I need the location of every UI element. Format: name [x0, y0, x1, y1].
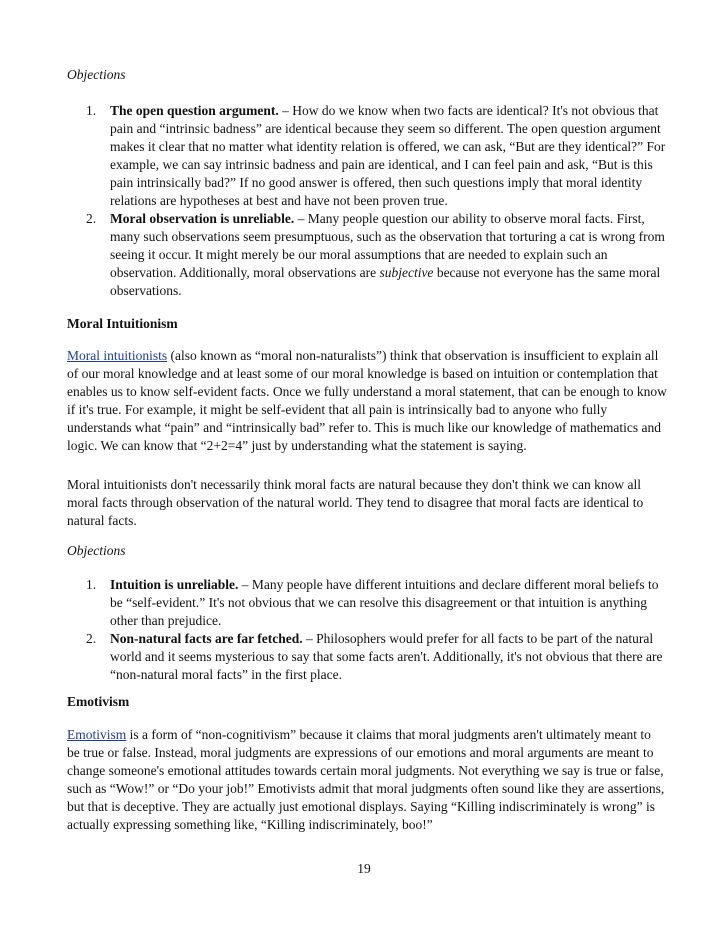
objections-heading-2: Objections	[67, 543, 126, 558]
list-number: 1.	[86, 103, 97, 118]
intuitionism-paragraph-2: Moral intuitionists don't necessarily think moral facts are natural because they don't think we can know all moral facts through observation of the natural world. They tend to disagree that moral facts are identical to natural facts.	[67, 477, 644, 528]
item-text-end: because not everyone has the same moral observations.	[110, 265, 661, 298]
emotivism-link[interactable]: Emotivism	[67, 727, 127, 742]
item-text: – Many people have different intuitions and declare different moral beliefs to be “self-evident.” It's not obvious that we can resolve this disagreement or that intuition is anything other than prejudice.	[110, 577, 659, 628]
list-number: 1.	[86, 577, 97, 592]
objections-heading: Objections	[67, 67, 126, 82]
page-number: 19	[357, 861, 371, 876]
list-item	[67, 630, 667, 684]
list-item	[67, 576, 667, 630]
list-item	[67, 210, 667, 300]
moral-intuitionists-link[interactable]: Moral intuitionists	[67, 348, 168, 363]
paragraph-text: is a form of “non-cognitivism” because it claims that moral judgments aren't ultimately meant to be true or false. Instead, moral judgments are expressions of our emotions and moral arguments are meant to change someone's emotional attitudes towards certain moral judgments. Not everything we say is true or false, such as “Wow!” or “Do your job!” Emotivists admit that moral judgments often sound like they are assertions, but that is deceptive. They are actually just emotional displays. Saying “Killing indiscriminately is wrong” is actually expressing something like, “Killing indiscriminately, boo!”	[67, 727, 665, 832]
section-heading-emotivism: Emotivism	[67, 694, 130, 709]
item-emphasis: subjective	[379, 265, 434, 280]
item-text: – Philosophers would prefer for all facts to be part of the natural world and it seems mysterious to say that some facts aren't. Additionally, it's not obvious that there are “non-natural moral facts” in the first place.	[110, 631, 663, 682]
item-title: The open question argument.	[110, 103, 279, 118]
item-title: Non-natural facts are far fetched.	[110, 631, 303, 646]
item-title: Intuition is unreliable.	[110, 577, 239, 592]
paragraph-text: (also known as “moral non-naturalists”) think that observation is insufficient to explain all of our moral knowledge and at least some of our moral knowledge is based on intuition or contemplation that enables us to know self-evident facts. Once we fully understand a moral statement, that can be enough to know if it's true. For example, it might be self-evident that all pain is intrinsically bad to anyone who fully understands what “pain” and “intrinsically bad” refer to. This is much like our knowledge of mathematics and logic. We can know that “2+2=4” just by understanding what the statement is saying.	[67, 348, 667, 453]
item-text: – Many people question our ability to observe moral facts. First, many such observations seem presumptuous, such as the observation that torturing a cat is wrong from seeing it occur. It might merely be our moral assumptions that are needed to explain such an observation. Additionally, moral observations are	[110, 211, 665, 280]
emotivism-paragraph	[67, 726, 667, 834]
objections-list	[67, 102, 667, 300]
list-number: 2.	[86, 211, 97, 226]
section-heading-intuitionism: Moral Intuitionism	[67, 316, 178, 331]
intuitionism-paragraph-1	[67, 347, 667, 455]
list-item	[67, 102, 667, 210]
objections-list-2	[67, 576, 667, 684]
item-title: Moral observation is unreliable.	[110, 211, 295, 226]
item-text: – How do we know when two facts are identical? It's not obvious that pain and “intrinsic badness” are identical because they seem so different. The open question argument makes it clear that no matter what identity relation is offered, we can ask, “But are they identical?” For example, we can say intrinsic badness and pain are identical, and I can feel pain and ask, “But is this pain intrinsically bad?” If no good answer is offered, then such questions imply that moral identity relations are hypotheses at best and have not been proven true.	[110, 103, 666, 208]
list-number: 2.	[86, 631, 97, 646]
